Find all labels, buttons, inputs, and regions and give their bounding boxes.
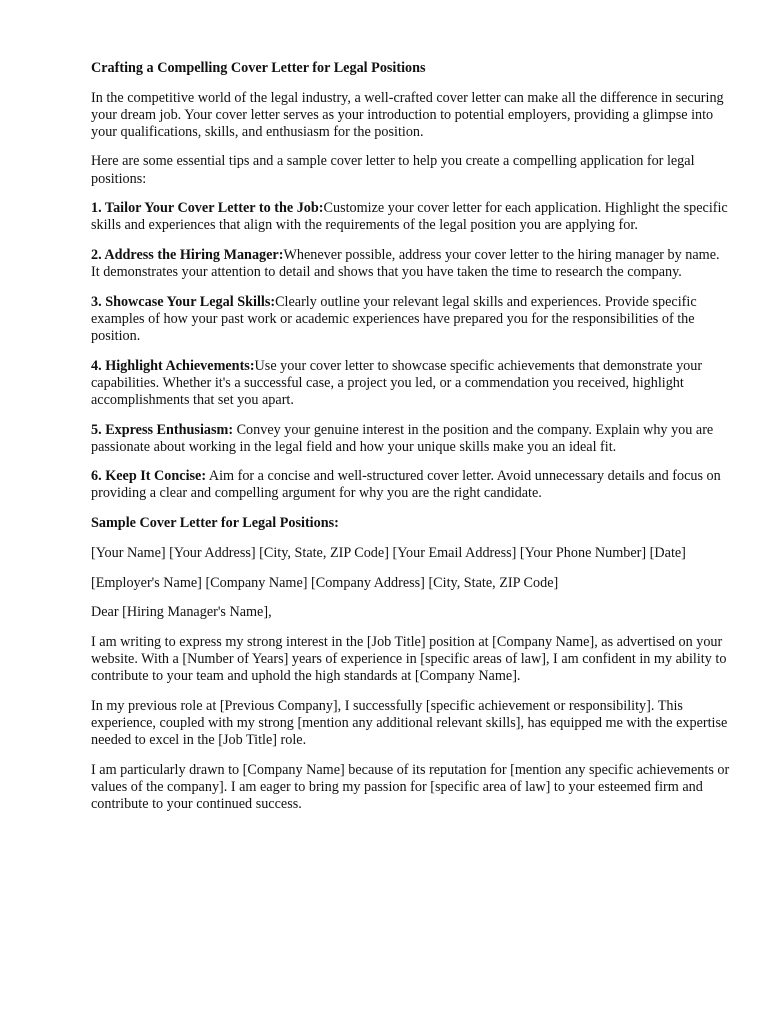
document-title: Crafting a Compelling Cover Letter for Legal Positions	[91, 60, 426, 76]
salutation: Dear [Hiring Manager's Name],	[91, 604, 272, 621]
tip-item	[91, 294, 731, 345]
tip-title: 4. Highlight Achievements:	[91, 357, 255, 374]
tip-title: 3. Showcase Your Legal Skills:	[91, 293, 276, 310]
tip-title: 5. Express Enthusiasm:	[91, 421, 234, 438]
tip-title: 6. Keep It Concise:	[91, 468, 207, 485]
tip-text: Convey your genuine interest in the position and the company. Explain why you are passionate about working in the legal field and how your unique skills make you an ideal fit.	[91, 421, 714, 455]
letter-paragraph: I am particularly drawn to [Company Name] because of its reputation for [mention any specific achievements or values of the company]. I am eager to bring my passion for [specific area of law] to your esteemed firm and contribute to your continued success.	[91, 761, 730, 812]
tip-item	[91, 247, 731, 281]
tip-item	[91, 200, 731, 234]
sender-block: [Your Name] [Your Address] [City, State, ZIP Code] [Your Email Address] [Your Phone Number] [Date]	[91, 544, 686, 561]
tip-text: Use your cover letter to showcase specific achievements that demonstrate your capabilities. Whether it's a successful case, a project you led, or a commendation you received, highlight accomplishments that set you apart.	[91, 357, 703, 408]
tip-item	[91, 422, 731, 456]
tip-text: Customize your cover letter for each application. Highlight the specific skills and experiences that align with the requirements of the legal position you are applying for.	[91, 200, 728, 234]
tip-text: Whenever possible, address your cover letter to the hiring manager by name. It demonstrates your attention to detail and shows that you have taken the time to research the company.	[91, 247, 720, 281]
tip-item	[91, 468, 731, 502]
tip-title: 2. Address the Hiring Manager:	[91, 247, 284, 264]
sample-heading: Sample Cover Letter for Legal Positions:	[91, 515, 339, 532]
letter-paragraph: In my previous role at [Previous Company], I successfully [specific achievement or responsibility]. This experience, coupled with my strong [mention any additional relevant skills], has equipped me with the expertise needed to excel in the [Job Title] role.	[91, 697, 728, 748]
tip-title: 1. Tailor Your Cover Letter to the Job:	[91, 200, 324, 217]
letter-paragraph: I am writing to express my strong interest in the [Job Title] position at [Company Name], as advertised on your website. With a [Number of Years] years of experience in [specific areas of law], I am confident in my ability to contribute to your team and uphold the high standards at [Company Name].	[91, 633, 727, 685]
tip-text: Aim for a concise and well-structured cover letter. Avoid unnecessary details and focus on providing a clear and compelling argument for why you are the right candidate.	[91, 468, 721, 502]
intro-paragraph: In the competitive world of the legal industry, a well-crafted cover letter can make all the difference in securing your dream job. Your cover letter serves as your introduction to potential employers, providing a glimpse into your qualifications, skills, and enthusiasm for the position.	[91, 89, 724, 140]
tip-item	[91, 358, 731, 409]
document-page	[91, 60, 731, 826]
tip-text: Clearly outline your relevant legal skills and experiences. Provide specific examples of how your past work or academic experiences have prepared you for the responsibilities of the position.	[91, 293, 697, 344]
tips-intro-paragraph: Here are some essential tips and a sample cover letter to help you create a compelling application for legal positions:	[91, 153, 695, 187]
employer-block: [Employer's Name] [Company Name] [Company Address] [City, State, ZIP Code]	[91, 574, 559, 591]
